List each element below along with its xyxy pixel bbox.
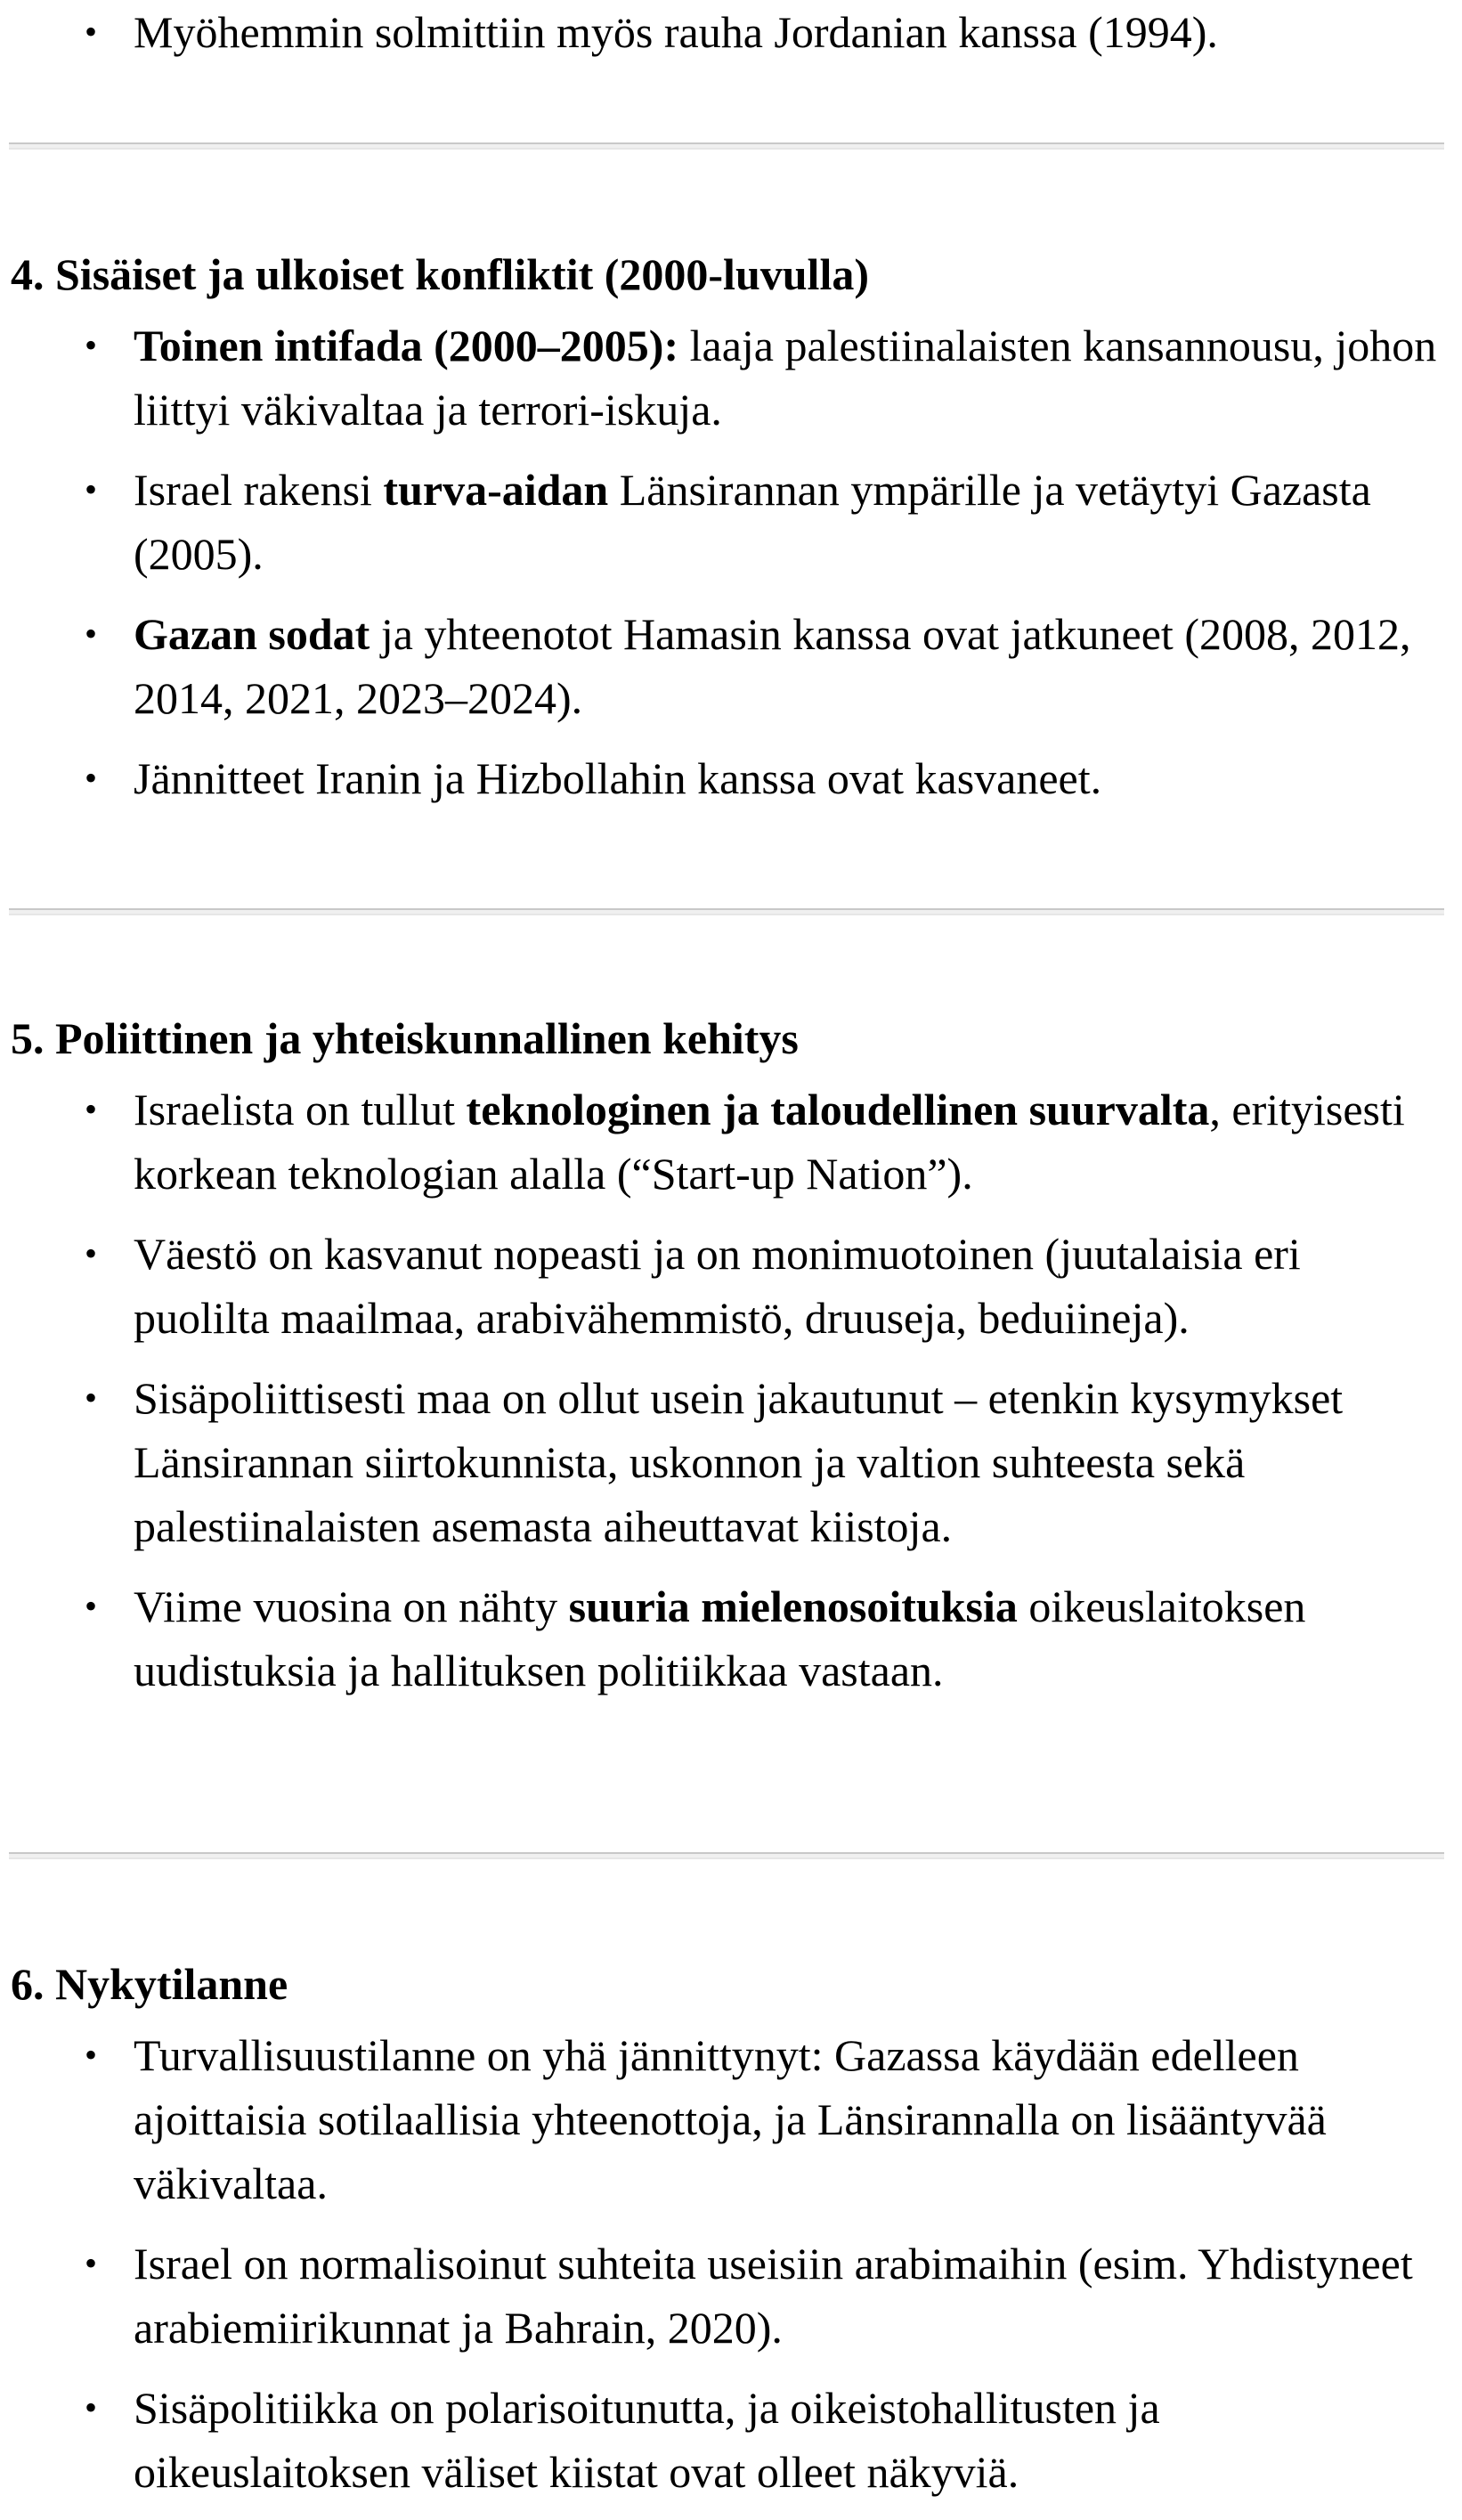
bullet-text: Turvallisuustilanne on yhä jännittynyt: Gazassa käydään edelleen ajoittaisia sotilaallisia yhteenottoja, ja Länsirannalla on lisääntyvää väkivaltaa.: [134, 2030, 1327, 2208]
top-fragment: [0, 0, 1462, 64]
section-heading: 5. Poliittinen ja yhteiskunnallinen kehitys: [11, 1013, 799, 1063]
list-item: [0, 1574, 1462, 1703]
bullet-text: laaja palestiinalaisten kansannousu, johon liittyi väkivaltaa ja terrori-iskuja.: [134, 321, 1437, 435]
bullet-list: [0, 2023, 1462, 2504]
bullet-text: Myöhemmin solmittiin myös rauha Jordanian kanssa (1994).: [134, 7, 1218, 57]
list-item: [0, 1077, 1462, 1206]
bullet-text: Israelista on tullut: [134, 1085, 467, 1134]
list-item: [0, 313, 1462, 442]
list-item: [0, 2023, 1462, 2215]
bullet-list: [0, 1077, 1462, 1703]
bullet-text: Viime vuosina on nähty: [134, 1581, 569, 1631]
list-item: [0, 1366, 1462, 1558]
bold-text: Toinen intifada (2000–2005):: [134, 321, 679, 370]
bullet-text: oikeuslaitoksen uudistuksia ja hallituksen politiikkaa vastaan.: [134, 1581, 1306, 1695]
section-divider: [9, 1852, 1444, 1859]
bold-text: Gazan sodat: [134, 609, 370, 659]
list-item: [0, 2231, 1462, 2360]
list-item: [0, 602, 1462, 730]
list-item: [0, 0, 1462, 64]
bullet-text: Väestö on kasvanut nopeasti ja on monimuotoinen (juutalaisia eri puolilta maailmaa, arabivähemmistö, druuseja, beduiineja).: [134, 1229, 1301, 1343]
section-5: [0, 1006, 1462, 1703]
section-4: [0, 242, 1462, 810]
section-heading: 6. Nykytilanne: [11, 1959, 288, 2009]
bullet-text: Sisäpolitiikka on polarisoitunutta, ja oikeistohallitusten ja oikeuslaitoksen väliset kiistat ovat olleet näkyviä.: [134, 2383, 1160, 2497]
bullet-text: Israel on normalisoinut suhteita useisiin arabimaihin (esim. Yhdistyneet arabiemiirikunnat ja Bahrain, 2020).: [134, 2239, 1413, 2353]
section-heading: 4. Sisäiset ja ulkoiset konfliktit (2000-luvulla): [11, 249, 869, 299]
section-divider: [9, 908, 1444, 915]
bullet-text: Sisäpoliittisesti maa on ollut usein jakautunut – etenkin kysymykset Länsirannan siirtokunnista, uskonnon ja valtion suhteesta sekä palestiinalaisten asemasta aiheuttavat kiistoja.: [134, 1373, 1344, 1551]
bold-text: turva-aidan: [383, 465, 609, 515]
list-item: [0, 1222, 1462, 1350]
section-6: [0, 1952, 1462, 2504]
bold-text: suuria mielenosoituksia: [568, 1581, 1018, 1631]
bold-text: teknologinen ja taloudellinen suurvalta: [466, 1085, 1210, 1134]
list-item: [0, 458, 1462, 586]
bullet-text: Jännitteet Iranin ja Hizbollahin kanssa ovat kasvaneet.: [134, 753, 1102, 803]
bullet-text: Länsirannan ympärille ja vetäytyi Gazasta (2005).: [134, 465, 1371, 579]
list-item: [0, 2376, 1462, 2504]
list-item: [0, 746, 1462, 810]
bullet-list: [0, 313, 1462, 810]
bullet-text: Israel rakensi: [134, 465, 384, 515]
bullet-text: , erityisesti korkean teknologian alalla (“Start-up Nation”).: [134, 1085, 1405, 1199]
section-divider: [9, 142, 1444, 150]
bullet-text: ja yhteenotot Hamasin kanssa ovat jatkuneet (2008, 2012, 2014, 2021, 2023–2024).: [134, 609, 1411, 723]
bullet-list: [0, 0, 1462, 64]
